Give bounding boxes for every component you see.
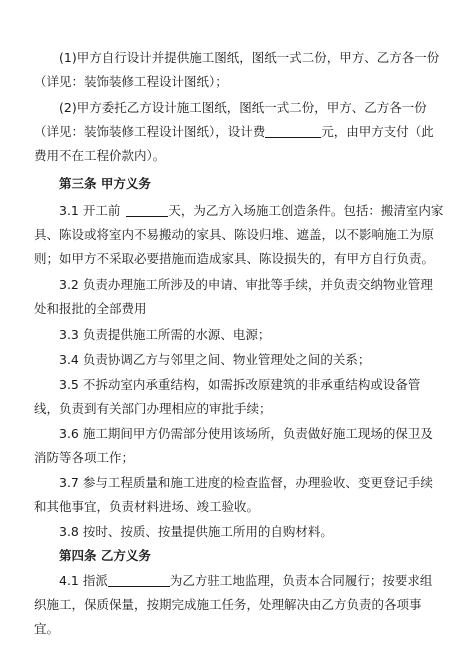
- clause-3-7: [34, 471, 444, 519]
- article-4-heading: 第四条 乙方义务: [59, 548, 151, 563]
- clause-text: 元，由甲方支付（此费用不在工程价款内）。: [34, 124, 434, 163]
- days-before-start-blank[interactable]: [126, 202, 168, 217]
- clause-drawing-option-2: [34, 96, 444, 168]
- clause-text: 3.2 负责办理施工所涉及的申请、审批等手续，并负责交纳物业管理处和报批的全部费用: [34, 277, 433, 316]
- clause-text: (1)甲方自行设计并提供施工图纸，图纸一式二份，甲方、乙方各一份（详见：装饰装修工程设计图纸）；: [34, 50, 440, 89]
- clause-3-8: [34, 520, 444, 544]
- clause-text: (2)甲方委托乙方设计施工图纸，图纸一式二份，甲方、乙方各一份（详见：装饰装修工程设计图纸），设计费: [34, 100, 427, 139]
- clause-3-5: [34, 373, 444, 421]
- site-supervisor-blank[interactable]: [108, 572, 170, 587]
- clause-3-6: [34, 422, 444, 470]
- clause-text: 3.6 施工期间甲方仍需部分使用该场所，负责做好施工现场的保卫及消防等各项工作；: [34, 426, 433, 465]
- clause-3-4: [34, 348, 444, 372]
- design-fee-blank[interactable]: [265, 123, 321, 138]
- clause-text: 3.8 按时、按质、按量提供施工所用的自购材料。: [59, 524, 333, 539]
- clause-text: 3.3 负责提供施工所需的水源、电源；: [59, 327, 271, 342]
- clause-text: 3.5 不拆动室内承重结构，如需拆改原建筑的非承重结构或设备管线，负责到有关部门办理相应的审批手续；: [34, 377, 421, 416]
- article-3-heading: 第三条 甲方义务: [59, 176, 151, 191]
- clause-4-1: [34, 569, 444, 641]
- clause-text: 天，为乙方入场施工创造条件。包括：搬清室内家具、陈设或将室内不易搬动的家具、陈设归堆、遮盖，以不影响施工为原则；如甲方不采取必要措施而造成家具、陈设损失的，有甲方自行负责。: [34, 203, 444, 266]
- clause-text: 3.7 参与工程质量和施工进度的检查监督，办理验收、变更登记手续和其他事宜，负责材料进场、竣工验收。: [34, 475, 433, 514]
- clause-text: 为乙方驻工地监理，负责本合同履行；按要求组织施工，保质保量，按期完成施工任务，处理解决由乙方负责的各项事宜。: [34, 573, 433, 636]
- clause-text: 3.1 开工前: [59, 203, 121, 218]
- clause-3-2: [34, 273, 444, 321]
- clause-text: 4.1 指派: [59, 573, 108, 588]
- clause-text: 3.4 负责协调乙方与邻里之间、物业管理处之间的关系；: [59, 352, 371, 367]
- clause-drawing-option-1: [34, 46, 444, 94]
- clause-3-1: [34, 199, 444, 271]
- clause-3-3: [34, 323, 444, 347]
